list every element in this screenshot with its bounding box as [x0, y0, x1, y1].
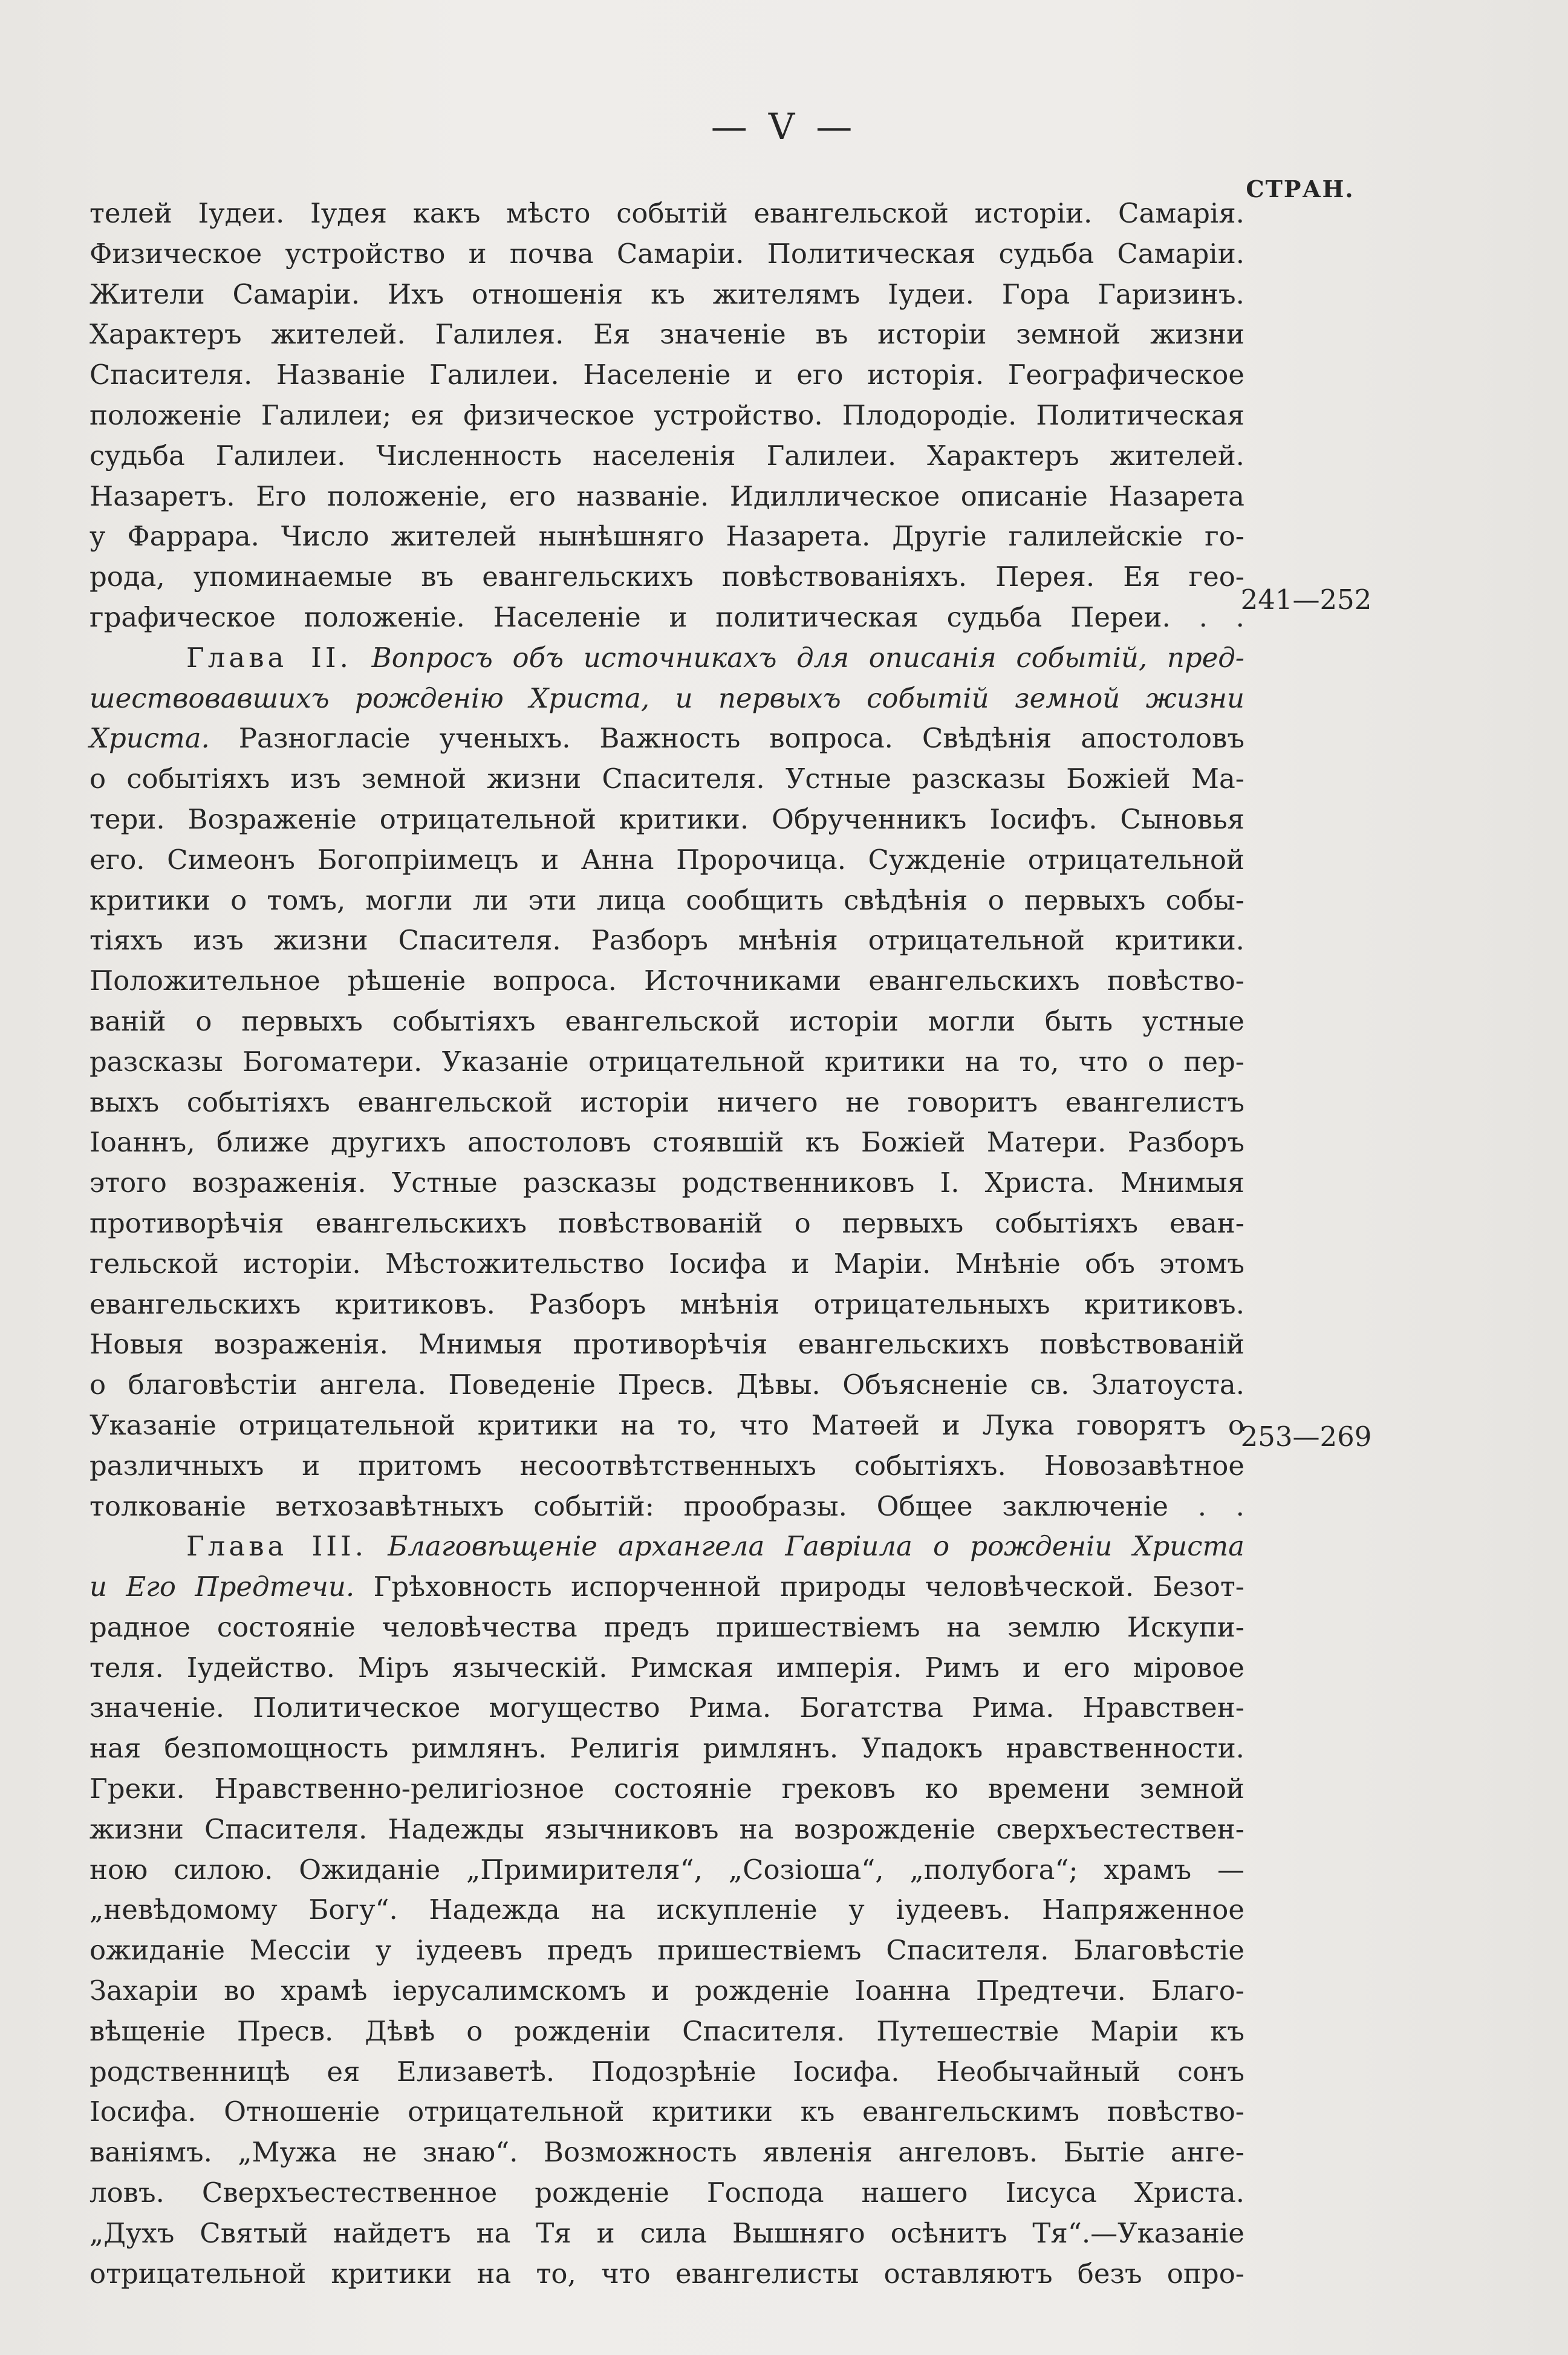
page-range-2: 253—269 [1240, 1421, 1372, 1453]
text-line: „Духъ Святый найдетъ на Тя и сила Вышняго осѣнитъ Тя“.—Указаніе [89, 2217, 1244, 2249]
text-line: ловъ. Сверхъестественное рожденіе Господа нашего Іисуса Христа. [89, 2177, 1244, 2209]
text-line: ваній о первыхъ событіяхъ евангельской исторіи могли быть устные [89, 1005, 1244, 1037]
text-line: телей Іудеи. Іудея какъ мѣсто событій евангельской исторіи. Самарія. [89, 197, 1244, 229]
text-line: разсказы Богоматери. Указаніе отрицательной критики на то, что о пер- [89, 1045, 1244, 1078]
text-line: радное состояніе человѣчества предъ пришествіемъ на землю Искупи- [89, 1611, 1244, 1643]
section-1 [89, 194, 1244, 638]
text-line [89, 718, 1244, 759]
text-line: о благовѣстіи ангела. Поведеніе Пресв. Дѣвы. Объясненіе св. Златоуста. [89, 1369, 1244, 1401]
text-line: теля. Іудейство. Міръ языческій. Римская имперія. Римъ и его міровое [89, 1651, 1244, 1684]
chapter-title-line: шествовавшихъ рожденію Христа, и первыхъ событій земной жизни [89, 682, 1244, 714]
text-line: толкованіе ветхозавѣтныхъ событій: прообразы. Общее заключеніе . . [89, 1490, 1244, 1522]
chapter-label: Глава II. [186, 641, 352, 674]
text-line: Спасителя. Названіе Галилеи. Населеніе и его исторія. Географическое [89, 359, 1244, 391]
section-3 [89, 1526, 1244, 2294]
text-line: Указаніе отрицательной критики на то, что Матѳей и Лука говорятъ о [89, 1409, 1244, 1441]
chapter-title: Вопросъ объ источникахъ для описанія событій, пред- [371, 641, 1244, 674]
page-range-1: 241—252 [1240, 584, 1372, 616]
text-line: тіяхъ изъ жизни Спасителя. Разборъ мнѣнія отрицательной критики. [89, 924, 1244, 957]
text-line: ваніямъ. „Мужа не знаю“. Возможность явленія ангеловъ. Бытіе анге- [89, 2136, 1244, 2169]
chapter-label: Глава III. [186, 1530, 368, 1563]
text-line: ною силою. Ожиданіе „Примирителя“, „Созіоша“, „полубога“; храмъ — [89, 1853, 1244, 1886]
section-2 [89, 638, 1244, 1527]
text-line: Греки. Нравственно-религіозное состояніе грековъ ко времени земной [89, 1773, 1244, 1805]
text-line: „невѣдомому Богу“. Надежда на искупленіе у іудеевъ. Напряженное [89, 1894, 1244, 1926]
text-line: жизни Спасителя. Надежды язычниковъ на возрожденіе сверхъестествен- [89, 1813, 1244, 1845]
text-line: у Фаррара. Число жителей нынѣшняго Назарета. Другіе галилейскіе го- [89, 520, 1244, 553]
chapter-title: Благовѣщеніе архангела Гавріила о рожденіи Христа [388, 1530, 1244, 1563]
page-number-header: — V — [711, 106, 857, 148]
chapter-title-end: и Его Предтечи. [89, 1571, 355, 1603]
pages-column-label: СТРАН. [1246, 175, 1355, 203]
text-line: Захаріи во храмѣ іерусалимскомъ и рожденіе Іоанна Предтечи. Благо- [89, 1975, 1244, 2007]
chapter-title-end: Христа. [89, 722, 210, 755]
text-fragment: Разногласіе ученыхъ. Важность вопроса. Свѣдѣнія апостоловъ [238, 722, 1244, 755]
text-line: Іосифа. Отношеніе отрицательной критики къ евангельскимъ повѣство- [89, 2096, 1244, 2128]
text-fragment: Грѣховность испорченной природы человѣческой. Безот- [373, 1571, 1244, 1603]
text-line: критики о томъ, могли ли эти лица сообщить свѣдѣнія о первыхъ собы- [89, 884, 1244, 916]
text-line: гельской исторіи. Мѣстожительство Іосифа и Маріи. Мнѣніе объ этомъ [89, 1247, 1244, 1280]
text-line: Характеръ жителей. Галилея. Ея значеніе въ исторіи земной жизни [89, 318, 1244, 351]
text-line: значеніе. Политическое могущество Рима. Богатства Рима. Нравствен- [89, 1692, 1244, 1724]
chapter-heading [89, 638, 1244, 679]
contents-text [89, 194, 1244, 2294]
text-line: Физическое устройство и почва Самаріи. Политическая судьба Самаріи. [89, 237, 1244, 270]
text-line: различныхъ и притомъ несоотвѣтственныхъ событіяхъ. Новозавѣтное [89, 1449, 1244, 1482]
text-line: евангельскихъ критиковъ. Разборъ мнѣнія отрицательныхъ критиковъ. [89, 1288, 1244, 1320]
text-line: вѣщеніе Пресв. Дѣвѣ о рожденіи Спасителя. Путешествіе Маріи къ [89, 2015, 1244, 2047]
text-line: Жители Самаріи. Ихъ отношенія къ жителямъ Іудеи. Гора Гаризинъ. [89, 278, 1244, 310]
text-line: рода, упоминаемые въ евангельскихъ повѣствованіяхъ. Перея. Ея гео- [89, 561, 1244, 593]
text-line: графическое положеніе. Населеніе и политическая судьба Переи. . . [89, 601, 1244, 633]
text-line: выхъ событіяхъ евангельской исторіи ничего не говоритъ евангелистъ [89, 1086, 1244, 1118]
text-line: родственницѣ ея Елизаветѣ. Подозрѣніе Іосифа. Необычайный сонъ [89, 2055, 1244, 2088]
text-line: Назаретъ. Его положеніе, его названіе. Идиллическое описаніе Назарета [89, 480, 1244, 512]
text-line: ная безпомощность римлянъ. Религія римлянъ. Упадокъ нравственности. [89, 1732, 1244, 1765]
text-line: тери. Возраженіе отрицательной критики. Обрученникъ Іосифъ. Сыновья [89, 803, 1244, 835]
text-line: положеніе Галилеи; ея физическое устройство. Плодородіе. Политическая [89, 399, 1244, 431]
text-line: его. Симеонъ Богопріимецъ и Анна Пророчица. Сужденіе отрицательной [89, 843, 1244, 876]
chapter-heading [89, 1526, 1244, 1567]
text-line: этого возраженія. Устные разсказы родственниковъ І. Христа. Мнимыя [89, 1167, 1244, 1199]
text-line [89, 1567, 1244, 1607]
text-line: Іоаннъ, ближе другихъ апостоловъ стоявшій къ Божіей Матери. Разборъ [89, 1126, 1244, 1159]
text-line: о событіяхъ изъ земной жизни Спасителя. Устные разсказы Божіей Ма- [89, 763, 1244, 795]
text-line: судьба Галилеи. Численность населенія Галилеи. Характеръ жителей. [89, 439, 1244, 472]
text-line: ожиданіе Мессіи у іудеевъ предъ пришествіемъ Спасителя. Благовѣстіе [89, 1934, 1244, 1967]
text-line: отрицательной критики на то, что евангелисты оставляютъ безъ опро- [89, 2257, 1244, 2290]
text-line: Новыя возраженія. Мнимыя противорѣчія евангельскихъ повѣствованій [89, 1328, 1244, 1361]
text-line: Положительное рѣшеніе вопроса. Источниками евангельскихъ повѣство- [89, 965, 1244, 997]
text-line: противорѣчія евангельскихъ повѣствованій о первыхъ событіяхъ еван- [89, 1207, 1244, 1239]
